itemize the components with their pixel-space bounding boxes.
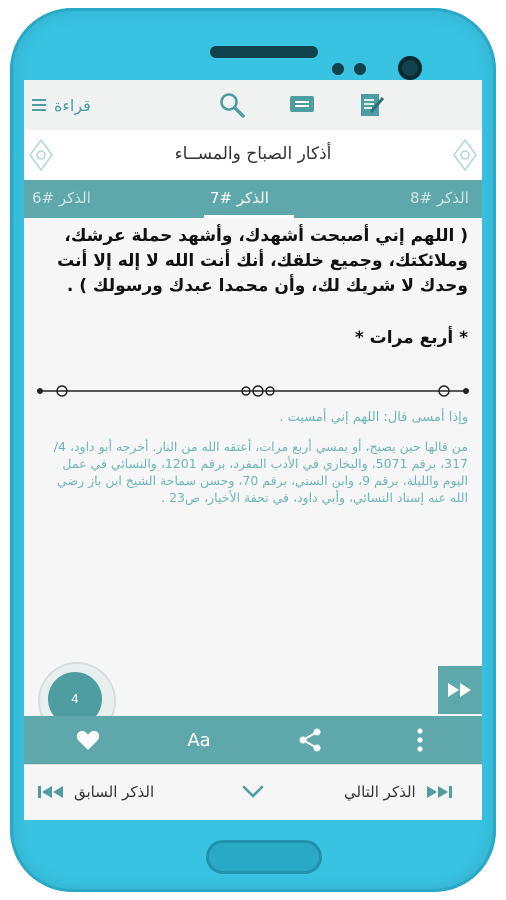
- dhikr-tabs: [24, 180, 482, 218]
- repeat-count-text: * أربع مرات *: [354, 328, 468, 348]
- previous-dhikr-label: الذكر السابق: [74, 783, 155, 801]
- edit-icon[interactable]: [358, 92, 386, 118]
- tab-next[interactable]: الذكر #8: [410, 189, 469, 207]
- tab-prev[interactable]: الذكر #6: [32, 189, 91, 207]
- more-options-button[interactable]: [410, 726, 430, 754]
- share-button[interactable]: [290, 726, 330, 754]
- previous-dhikr-button[interactable]: [38, 783, 154, 801]
- front-camera: [398, 56, 422, 80]
- skip-previous-icon: [38, 785, 64, 799]
- action-bar: [24, 716, 482, 764]
- tab-current[interactable]: الذكر #7: [210, 189, 269, 207]
- title-bar: [24, 130, 482, 181]
- fast-forward-button[interactable]: [438, 666, 482, 714]
- next-dhikr-label: الذكر التالي: [344, 783, 416, 801]
- ornament-icon: [452, 138, 478, 172]
- comment-icon[interactable]: [288, 92, 316, 118]
- app-screen: [24, 80, 482, 820]
- top-toolbar: [24, 80, 482, 131]
- search-icon[interactable]: [218, 92, 246, 118]
- menu-icon: [32, 96, 46, 114]
- fast-forward-icon: [447, 682, 473, 698]
- evening-note: وإذا أمسى قال: اللهم إني أمسيت .: [279, 410, 468, 425]
- dhikr-text: ( اللهم إني أصبحت أشهدك، وأشهد حملة عرشك، وملائكتك، وجميع خلقك، أنك أنت الله لا إله إلا أنت وحدك لا شريك لك، وأن محمدا عبدك ورسولك ) .: [57, 226, 468, 296]
- reading-label: قراءة: [54, 95, 91, 115]
- hadith-source: من قالها حين يصبح، أو يمسي أربع مرات، أعتقه الله من النار. أخرجه أبو داود، 4/ 317، برقم 5071، والبخاري في الأدب المفرد، برقم 1201، والنسائي في عمل اليوم والليلة، برقم 9، وابن السني، برقم 70، وحسن سماحة الشيخ ابن باز رضي الله عنه إسناد النسائي، وأبي داود، في تحفة الأخيار، ص23 .: [53, 439, 468, 505]
- sensor-dot: [354, 63, 366, 75]
- sensor-dot: [332, 63, 344, 75]
- skip-next-icon: [426, 785, 452, 799]
- page-title: أذكار الصباح والمســاء: [174, 144, 332, 164]
- font-size-button[interactable]: Aa: [187, 729, 211, 751]
- heart-icon: [76, 729, 100, 751]
- home-button[interactable]: [206, 840, 322, 874]
- more-vert-icon: [417, 728, 423, 752]
- ornamental-divider: [36, 383, 470, 399]
- bottom-navigation: [24, 764, 482, 820]
- phone-speaker: [210, 46, 318, 58]
- expand-button[interactable]: [242, 785, 264, 799]
- share-icon: [298, 728, 322, 752]
- reading-mode-button[interactable]: [32, 93, 91, 117]
- favorite-button[interactable]: [68, 726, 108, 754]
- counter-button[interactable]: 4: [48, 672, 102, 726]
- next-dhikr-button[interactable]: [344, 783, 452, 801]
- chevron-down-icon: [242, 785, 264, 799]
